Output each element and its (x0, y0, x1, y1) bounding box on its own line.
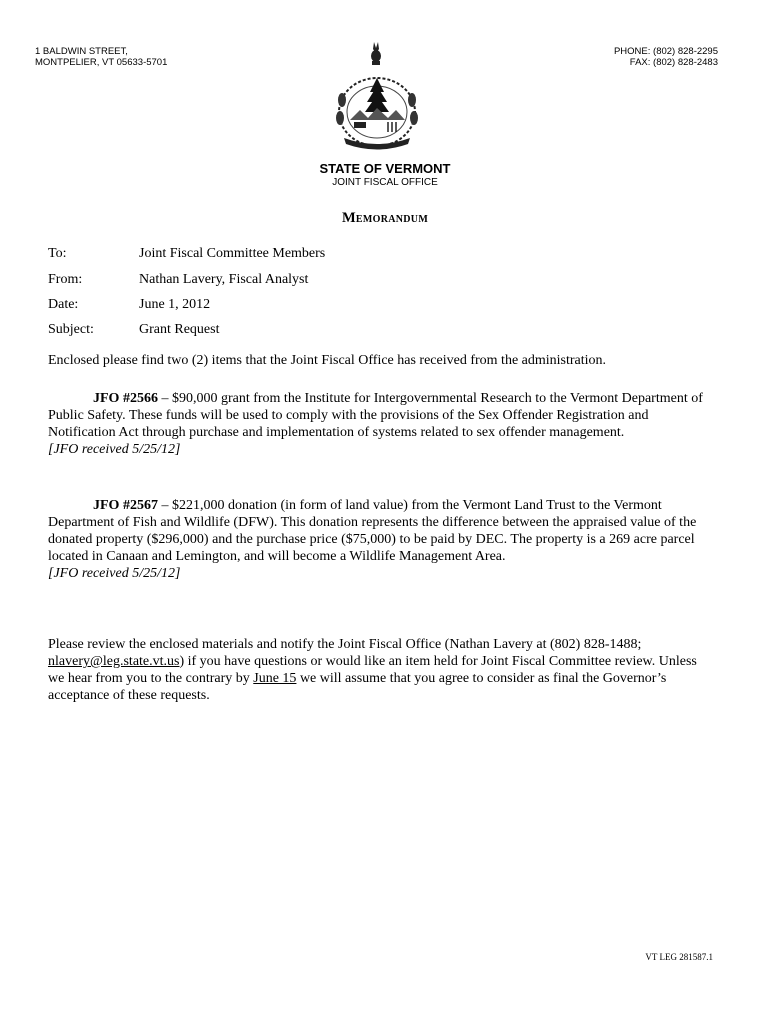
office-name: JOINT FISCAL OFFICE (332, 177, 438, 188)
email-link[interactable]: nlavery@leg.state.vt.us (48, 654, 180, 669)
subject-label: Subject: (48, 322, 94, 337)
vermont-seal-icon (330, 40, 424, 152)
closing-text-3: we will assume that you agree to consider as final the Governor’s acceptance of these requests. (48, 671, 667, 703)
item-received: [JFO received 5/25/12] (48, 566, 181, 581)
phone-number: PHONE: (802) 828-2295 (613, 46, 718, 57)
memo-title: Memorandum (341, 210, 429, 226)
item-paragraph (48, 497, 712, 582)
to-value: Joint Fiscal Committee Members (139, 246, 326, 261)
fax-number: FAX: (802) 828-2483 (629, 57, 718, 68)
date-value: June 1, 2012 (139, 297, 211, 312)
address-line-1: 1 BALDWIN STREET, (35, 46, 128, 57)
item-text: – $90,000 grant from the Institute for Intergovernmental Research to the Vermont Department of Public Safety. These funds will be used to comply with the provisions of the Sex Offender Registration and Notification Act through purchase and implementation of systems related to sex offender management. (48, 391, 703, 440)
closing-paragraph (48, 636, 712, 704)
item-id: JFO #2567 (93, 498, 158, 513)
from-label: From: (48, 272, 83, 287)
item-id: JFO #2566 (93, 391, 158, 406)
to-label: To: (48, 246, 67, 261)
date-label: Date: (48, 297, 79, 312)
letterhead-address (35, 46, 167, 68)
deadline-date: June 15 (253, 671, 297, 686)
closing-text-2: ) if you have questions or would like an item held for Joint Fiscal Committee review. Unless we hear from you to the contrary by (48, 654, 697, 686)
intro-paragraph: Enclosed please find two (2) items that the Joint Fiscal Office has received from the administration. (48, 353, 607, 368)
letterhead-contact (614, 46, 718, 68)
subject-value: Grant Request (139, 322, 220, 337)
from-value: Nathan Lavery, Fiscal Analyst (139, 272, 309, 287)
document-id: VT LEG 281587.1 (645, 952, 713, 962)
item-received: [JFO received 5/25/12] (48, 442, 181, 457)
state-name: STATE OF VERMONT (319, 161, 451, 176)
item-text: – $221,000 donation (in form of land value) from the Vermont Land Trust to the Vermont Department of Fish and Wildlife (DFW). This donation represents the difference between the appraised value of the donated property ($296,000) and the purchase price ($75,000) to be paid by DEC. The property is a 269 acre parcel located in Canaan and Lemington, and will become a Wildlife Management Area. (48, 498, 697, 564)
closing-text-1: Please review the enclosed materials and notify the Joint Fiscal Office (Nathan Lavery at (802) 828-1488; (48, 637, 642, 652)
item-paragraph (48, 390, 712, 458)
address-line-2: MONTPELIER, VT 05633-5701 (35, 57, 168, 68)
